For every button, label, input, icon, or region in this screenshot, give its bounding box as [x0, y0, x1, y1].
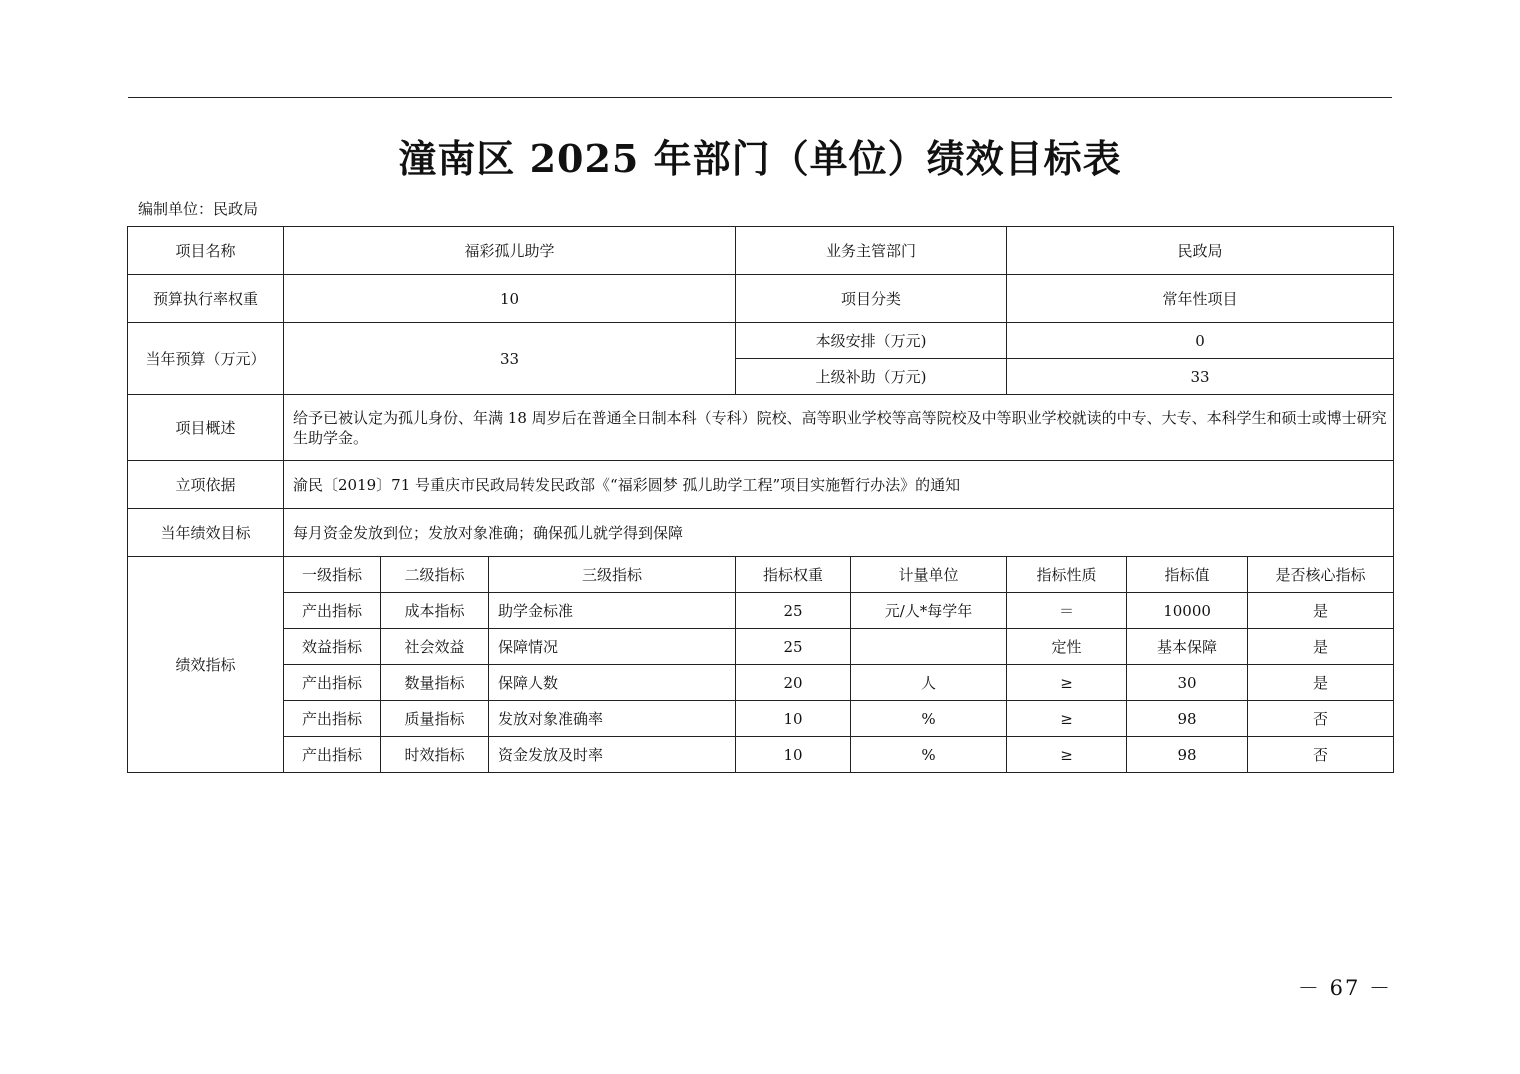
unit-cell: %	[851, 701, 1007, 737]
page-title: 潼南区 2025 年部门（单位）绩效目标表	[398, 136, 1122, 181]
nature-cell: ≥	[1007, 701, 1127, 737]
level3-cell: 助学金标准	[489, 593, 736, 629]
indicator-header-row	[128, 557, 1394, 593]
weight-cell: 25	[736, 629, 851, 665]
department-value: 民政局	[1007, 227, 1394, 275]
level1-cell: 产出指标	[284, 665, 381, 701]
category-value: 常年性项目	[1007, 275, 1394, 323]
unit-cell	[851, 629, 1007, 665]
column-header: 指标值	[1127, 557, 1248, 593]
table-row	[128, 275, 1394, 323]
column-header: 是否核心指标	[1248, 557, 1394, 593]
department-label: 业务主管部门	[736, 227, 1007, 275]
header-rule	[128, 97, 1392, 98]
column-header: 三级指标	[489, 557, 736, 593]
value-cell: 30	[1127, 665, 1248, 701]
indicators-label: 绩效指标	[128, 557, 284, 773]
value-cell: 10000	[1127, 593, 1248, 629]
goal-text: 每月资金发放到位；发放对象准确；确保孤儿就学得到保障	[284, 509, 1394, 557]
nature-cell: ＝	[1007, 593, 1127, 629]
annual-budget-value: 33	[284, 323, 736, 395]
table-row	[128, 461, 1394, 509]
overview-text: 给予已被认定为孤儿身份、年满 18 周岁后在普通全日制本科（专科）院校、高等职业学校等高等院校及中等职业学校就读的中专、大专、本科学生和硕士或博士研究生助学金。	[284, 395, 1394, 461]
weight-cell: 20	[736, 665, 851, 701]
nature-cell: ≥	[1007, 665, 1127, 701]
level1-cell: 效益指标	[284, 629, 381, 665]
indicator-row	[128, 593, 1394, 629]
core-cell: 否	[1248, 737, 1394, 773]
overview-label: 项目概述	[128, 395, 284, 461]
page-number: － 67 －	[1297, 976, 1392, 1000]
weight-cell: 10	[736, 737, 851, 773]
performance-table	[127, 226, 1394, 773]
level1-cell: 产出指标	[284, 593, 381, 629]
nature-cell: ≥	[1007, 737, 1127, 773]
indicator-row	[128, 629, 1394, 665]
unit-cell: 元/人*每学年	[851, 593, 1007, 629]
unit-cell: %	[851, 737, 1007, 773]
budget-weight-value: 10	[284, 275, 736, 323]
level3-cell: 发放对象准确率	[489, 701, 736, 737]
annual-budget-label: 当年预算（万元）	[128, 323, 284, 395]
unit-cell: 人	[851, 665, 1007, 701]
local-funding-value: 0	[1007, 323, 1394, 359]
level2-cell: 质量指标	[381, 701, 489, 737]
budget-weight-label: 预算执行率权重	[128, 275, 284, 323]
column-header: 一级指标	[284, 557, 381, 593]
level3-cell: 保障人数	[489, 665, 736, 701]
core-cell: 否	[1248, 701, 1394, 737]
core-cell: 是	[1248, 665, 1394, 701]
column-header: 二级指标	[381, 557, 489, 593]
level1-cell: 产出指标	[284, 737, 381, 773]
level3-cell: 资金发放及时率	[489, 737, 736, 773]
upper-funding-value: 33	[1007, 359, 1394, 395]
value-cell: 98	[1127, 737, 1248, 773]
weight-cell: 10	[736, 701, 851, 737]
core-cell: 是	[1248, 629, 1394, 665]
weight-cell: 25	[736, 593, 851, 629]
nature-cell: 定性	[1007, 629, 1127, 665]
level2-cell: 社会效益	[381, 629, 489, 665]
column-header: 计量单位	[851, 557, 1007, 593]
level3-cell: 保障情况	[489, 629, 736, 665]
upper-funding-label: 上级补助（万元)	[736, 359, 1007, 395]
level2-cell: 数量指标	[381, 665, 489, 701]
basis-text: 渝民〔2019〕71 号重庆市民政局转发民政部《“福彩圆梦 孤儿助学工程”项目实施暂行办法》的通知	[284, 461, 1394, 509]
table-row	[128, 323, 1394, 359]
compiling-unit: 编制单位：民政局	[138, 200, 259, 218]
table-row	[128, 509, 1394, 557]
indicator-row	[128, 737, 1394, 773]
goal-label: 当年绩效目标	[128, 509, 284, 557]
column-header: 指标性质	[1007, 557, 1127, 593]
value-cell: 基本保障	[1127, 629, 1248, 665]
project-name-label: 项目名称	[128, 227, 284, 275]
table-row	[128, 227, 1394, 275]
indicator-row	[128, 665, 1394, 701]
project-name-value: 福彩孤儿助学	[284, 227, 736, 275]
category-label: 项目分类	[736, 275, 1007, 323]
column-header: 指标权重	[736, 557, 851, 593]
table-row	[128, 395, 1394, 461]
level2-cell: 成本指标	[381, 593, 489, 629]
basis-label: 立项依据	[128, 461, 284, 509]
level1-cell: 产出指标	[284, 701, 381, 737]
indicator-row	[128, 701, 1394, 737]
value-cell: 98	[1127, 701, 1248, 737]
core-cell: 是	[1248, 593, 1394, 629]
local-funding-label: 本级安排（万元)	[736, 323, 1007, 359]
level2-cell: 时效指标	[381, 737, 489, 773]
